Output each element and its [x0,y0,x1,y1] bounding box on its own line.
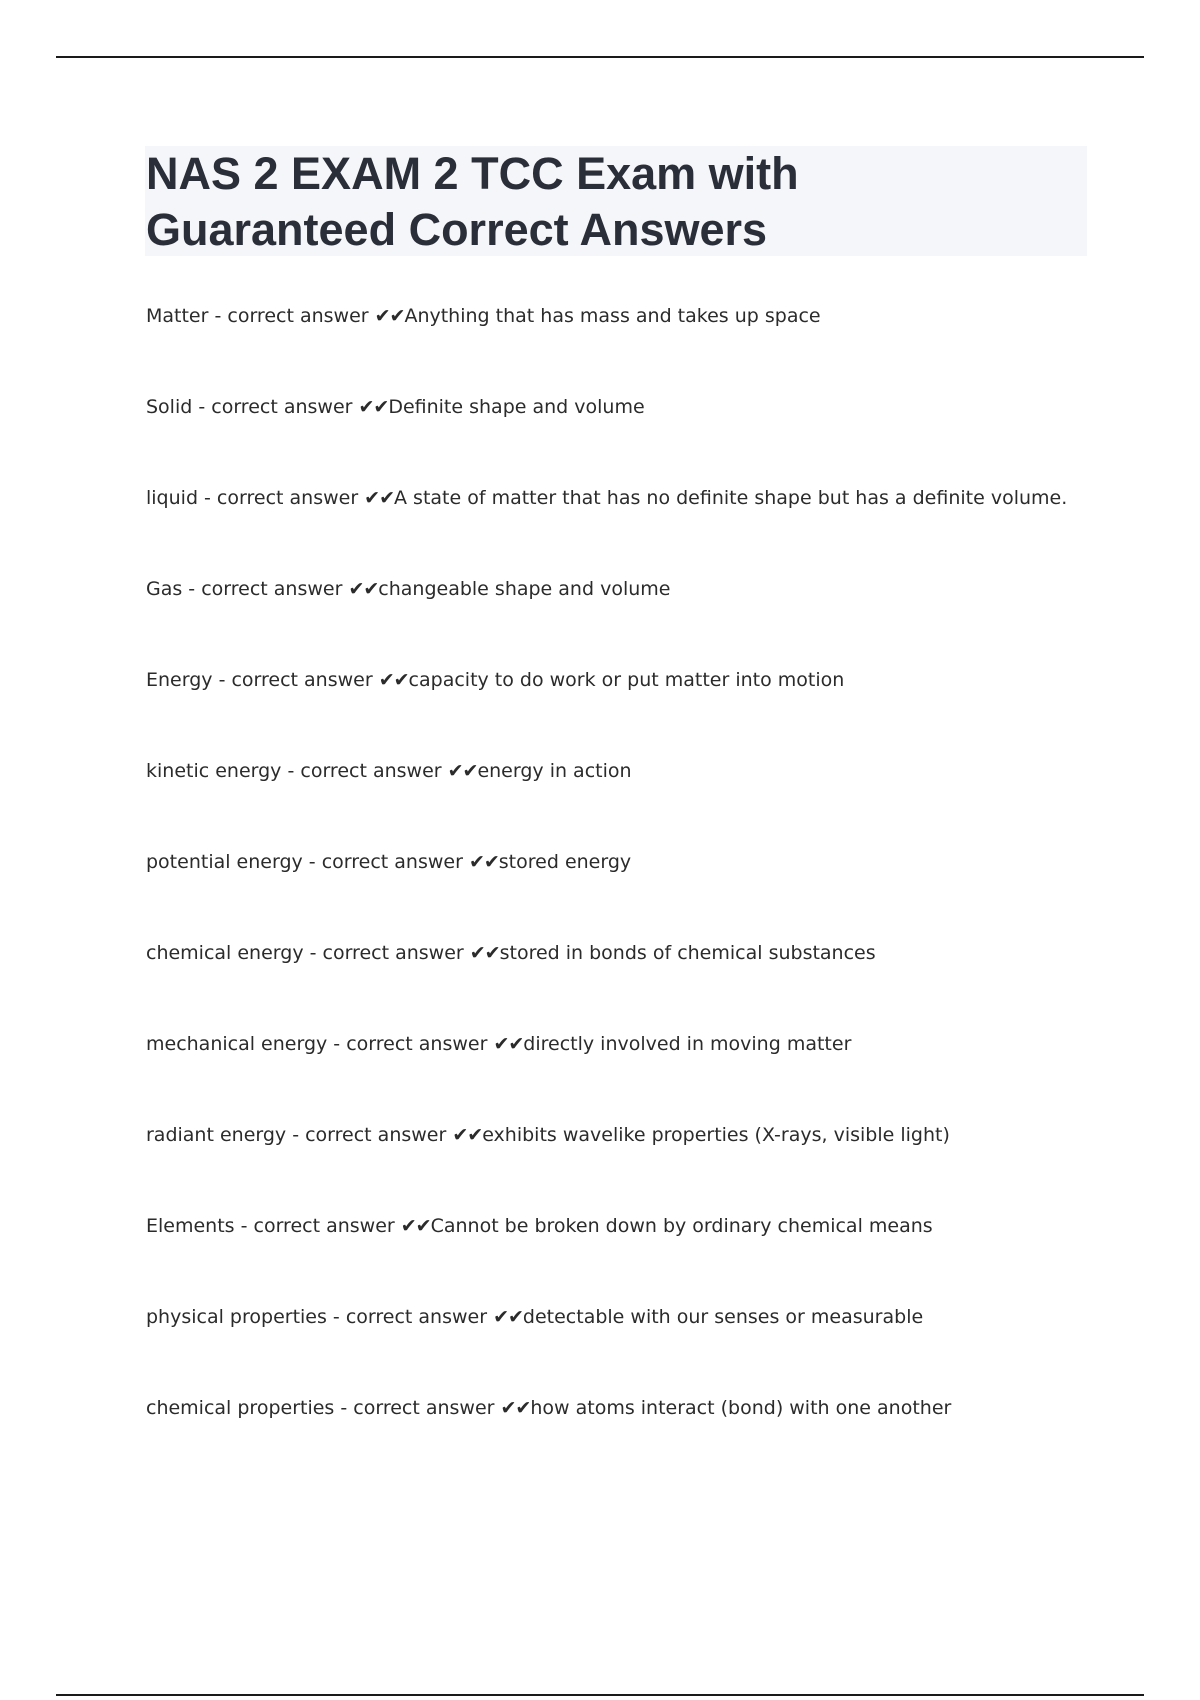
check-mark-icon: ✔✔ [400,1215,431,1237]
qa-list [146,302,1106,1485]
separator: - correct answer [302,851,469,873]
separator: - correct answer [327,1033,494,1055]
separator: - correct answer [326,1306,494,1328]
answer: stored in bonds of chemical substances [499,942,876,964]
check-mark-icon: ✔✔ [493,1306,523,1328]
separator: - correct answer [286,1124,453,1146]
separator: - correct answer [192,396,359,418]
check-mark-icon: ✔✔ [358,396,389,418]
answer: directly involved in moving matter [523,1033,852,1055]
answer: energy in action [477,760,632,782]
qa-item-elements [146,1212,1106,1303]
separator: - correct answer [198,487,365,509]
top-rule [56,56,1144,58]
separator: - correct answer [208,305,375,327]
separator: - correct answer [182,578,349,600]
term: Gas [146,578,183,600]
separator: - correct answer [334,1397,501,1419]
check-mark-icon: ✔✔ [452,1124,483,1146]
qa-item-matter [146,302,1106,393]
check-mark-icon: ✔✔ [469,942,500,964]
qa-item-kinetic-energy [146,757,1106,848]
qa-item-solid [146,393,1106,484]
term: mechanical energy [146,1033,328,1055]
term: Matter [146,305,209,327]
check-mark-icon: ✔✔ [500,1397,531,1419]
separator: - correct answer [281,760,448,782]
answer: how atoms interact (bond) with one another [530,1397,952,1419]
answer: Definite shape and volume [388,396,645,418]
qa-item-chemical-properties [146,1394,1106,1485]
qa-item-mechanical-energy [146,1030,1106,1121]
separator: - correct answer [234,1215,401,1237]
answer: capacity to do work or put matter into motion [408,669,845,691]
term: physical properties [146,1306,327,1328]
bottom-rule [56,1694,1144,1696]
term: chemical energy [146,942,304,964]
term: radiant energy [146,1124,287,1146]
term: Energy [146,669,213,691]
term: Solid [146,396,193,418]
check-mark-icon: ✔✔ [364,487,395,509]
qa-item-physical-properties [146,1303,1106,1394]
separator: - correct answer [212,669,379,691]
term: kinetic energy [146,760,282,782]
answer: detectable with our senses or measurable [522,1306,924,1328]
check-mark-icon: ✔✔ [378,669,409,691]
term: potential energy [146,851,303,873]
term: liquid [146,487,198,509]
qa-item-liquid [146,484,1106,575]
check-mark-icon: ✔✔ [374,305,405,327]
qa-item-radiant-energy [146,1121,1106,1212]
check-mark-icon: ✔✔ [348,578,379,600]
qa-item-potential-energy [146,848,1106,939]
separator: - correct answer [303,942,470,964]
term: Elements [146,1215,235,1237]
term: chemical properties [146,1397,335,1419]
qa-item-energy [146,666,1106,757]
check-mark-icon: ✔✔ [468,851,499,873]
answer: stored energy [498,851,632,873]
answer: Anything that has mass and takes up space [404,305,821,327]
answer: A state of matter that has no definite shape but has a definite volume. [394,487,1068,509]
document-title: NAS 2 EXAM 2 TCC Exam with Guaranteed Correct Answers [146,148,799,255]
qa-item-gas [146,575,1106,666]
answer: Cannot be broken down by ordinary chemical means [430,1215,933,1237]
answer: changeable shape and volume [378,578,671,600]
check-mark-icon: ✔✔ [447,760,478,782]
answer: exhibits wavelike properties (X-rays, visible light) [482,1124,950,1146]
check-mark-icon: ✔✔ [493,1033,524,1055]
qa-item-chemical-energy [146,939,1106,1030]
